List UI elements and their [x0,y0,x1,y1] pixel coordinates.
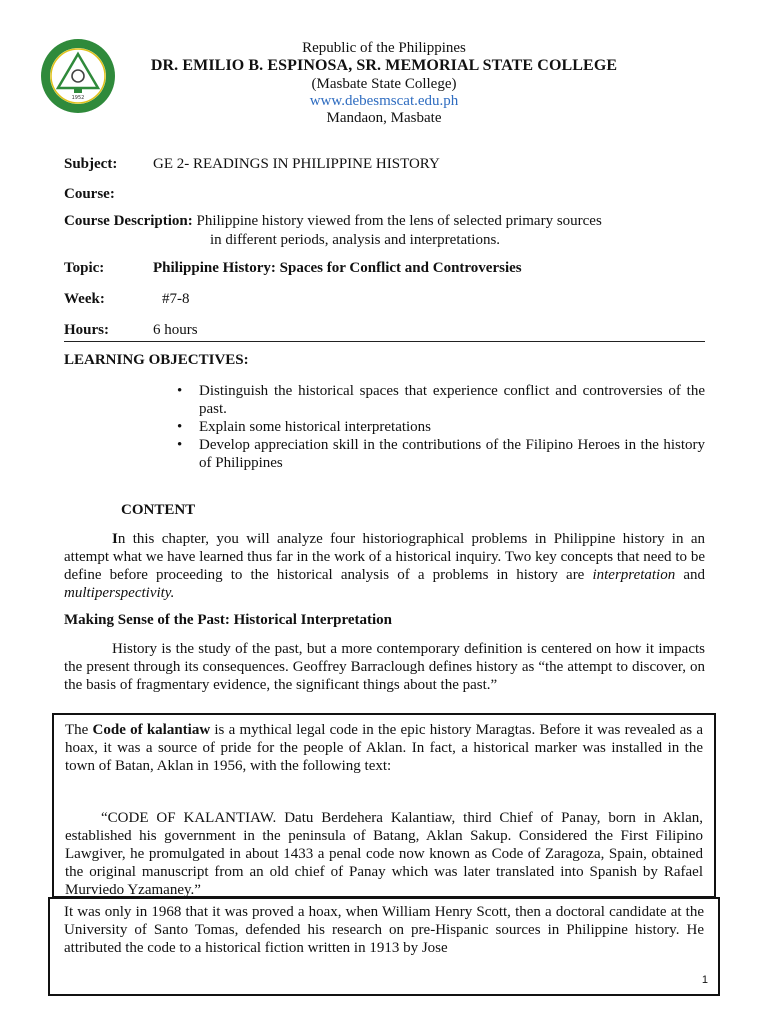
topic-value: Philippine History: Spaces for Conflict and Controversies [153,260,522,276]
seal-year: 1952 [71,95,85,101]
divider-line [64,341,705,342]
week-label: Week: [64,291,105,307]
objective-item: • Distinguish the historical spaces that experience conflict and controversies of the past. [177,383,705,417]
kalantiaw-quote: “CODE OF KALANTIAW. Datu Berdehera Kalantiaw, third Chief of Panay, born in Aklan, established his government in the peninsula of Batang, Aklan Sakup. Considered the First Filipino Lawgiver, he promulgated in about 1433 a penal code now known as Code of Zaragoza, Spain, obtained the original manuscript from an old chief of Panay which was later translated into Spanish by Rafael Murviedo Yzamaney.” [65,810,703,898]
description-row [64,213,602,230]
bullet-icon: • [177,383,183,399]
objectives-heading: LEARNING OBJECTIVES: [64,352,249,368]
former-name: (Masbate State College) [311,76,457,92]
subject-label: Subject: [64,156,118,172]
subheading-interpretation: Making Sense of the Past: Historical Interpretation [64,612,393,628]
bullet-icon: • [177,437,183,453]
republic-line: Republic of the Philippines [302,40,466,56]
kalantiaw-term: Code of kalantiaw [92,722,211,738]
dropcap: I [112,531,118,547]
topic-row [64,260,522,277]
bullet-icon: • [177,419,183,435]
hoax-box [48,897,720,996]
history-paragraph: History is the study of the past, but a more contemporary definition is centered on how it impacts the present through its consequences. Geoffrey Barraclough defines history as “the attempt to discover, on the basis of fragmentary evidence, the significant things about the past.” [64,641,705,693]
objective-item: • Develop appreciation skill in the contributions of the Filipino Heroes in the history of Philippines [177,437,705,471]
objectives-list [177,382,705,472]
hoax-text: It was only in 1968 that it was proved a hoax, when William Henry Scott, then a doctoral candidate at the University of Santo Tomas, defended his research on pre-Hispanic sources in Philippine history. He attributed the code to a historical fiction written in 1913 by Jose [64,904,704,956]
location-line: Mandaon, Masbate [326,110,442,126]
subject-row [64,156,440,173]
kalantiaw-intro: The Code of kalantiaw is a mythical legal code in the epic history Maragtas. Before it was revealed as a hoax, it was a source of pride for the people of Aklan. In fact, a historical marker was installed in the town of Batan, Aklan in 1956, with the following text: [65,722,703,774]
college-name: DR. EMILIO B. ESPINOSA, SR. MEMORIAL STATE COLLEGE [150,57,618,74]
content-heading: CONTENT [121,502,196,518]
description-label: Course Description: [64,213,193,229]
course-row [64,186,115,203]
course-label: Course: [64,186,115,202]
week-value: #7-8 [162,291,190,307]
website-link[interactable]: www.debesmscat.edu.ph [309,93,459,109]
hours-row [64,322,198,339]
subject-value: GE 2- READINGS IN PHILIPPINE HISTORY [153,156,440,172]
kalantiaw-box [52,713,716,898]
intro-paragraph: In this chapter, you will analyze four historiographical problems in Philippine history in an attempt what we have learned thus far in the work of a historical inquiry. Two key concepts that need to be define before proceeding to the historical analysis of a problems in history are interpretation and multiperspectivity. [64,531,705,601]
page-number: 1 [701,974,708,986]
objective-item: • Explain some historical interpretations [177,419,432,435]
description-line2: in different periods, analysis and interpretations. [210,232,501,248]
description-line1: Philippine history viewed from the lens of selected primary sources [196,213,602,229]
hours-value: 6 hours [153,322,198,338]
hours-label: Hours: [64,322,109,338]
topic-label: Topic: [64,260,105,276]
week-row [64,291,190,308]
